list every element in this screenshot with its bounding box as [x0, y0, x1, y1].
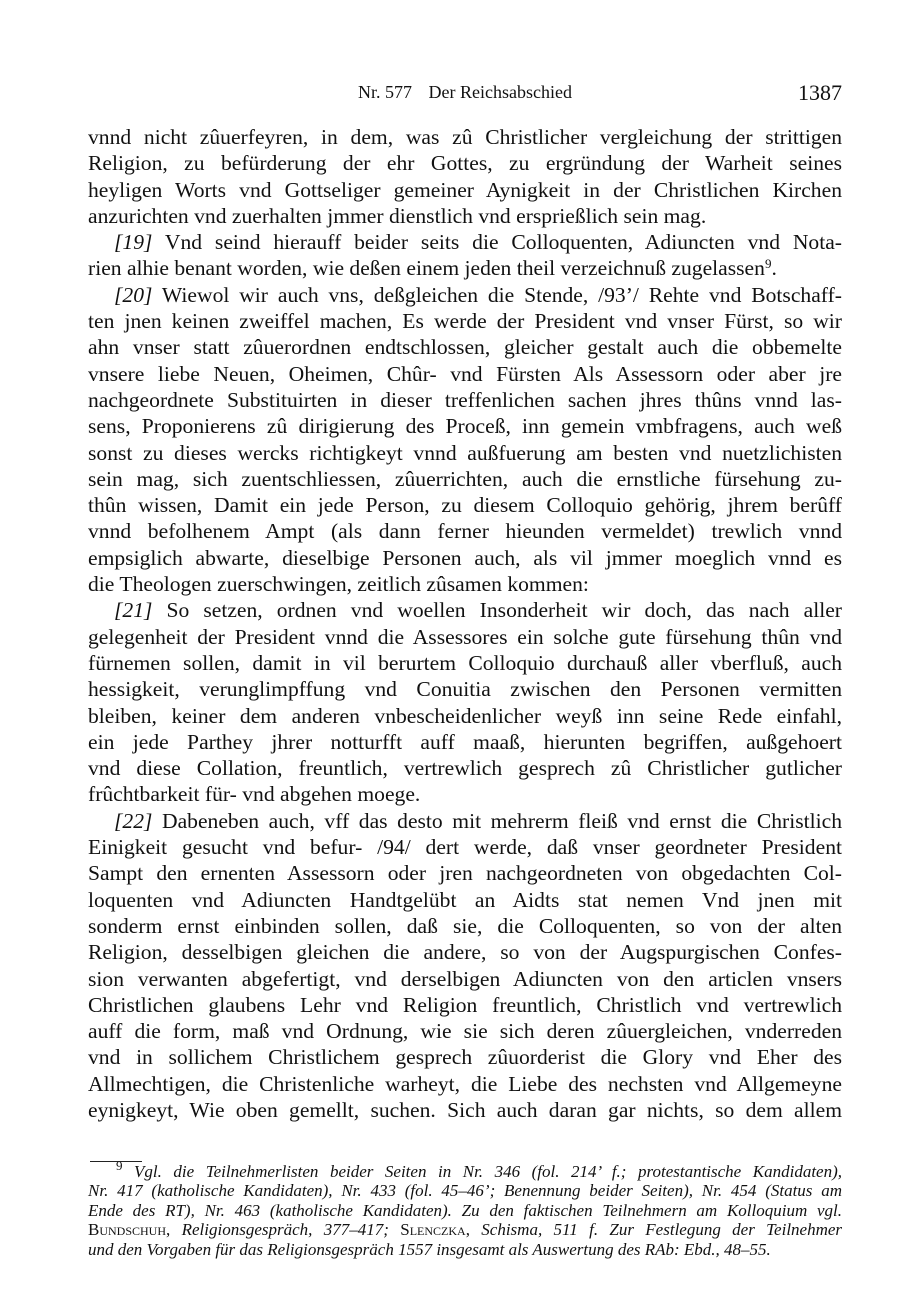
page-number: 1387 [798, 80, 842, 105]
line-text: Wiewol wir auch vns, deßgleichen die Stende, /93’/ Rehte vnd Botschaff- [161, 282, 842, 307]
text-line [88, 361, 842, 387]
paragraph-number: [19] [114, 230, 153, 255]
text-line [88, 729, 842, 755]
text-line [88, 808, 842, 834]
footnote-line [88, 1201, 842, 1220]
text-line [88, 1018, 842, 1044]
document-number: Nr. 577 [358, 82, 413, 102]
line-text: eynigkeyt, Wie oben gemellt, suchen. Sich auch daran gar nichts, so dem allem [88, 1097, 842, 1122]
footnotes [88, 1158, 843, 1259]
line-text: Sampt den ernenten Assessorn oder jren nachgeordneten von obgedachten Col- [88, 861, 842, 886]
text-line [88, 387, 842, 413]
text-line [88, 781, 842, 807]
line-text: vnnd befolhenem Ampt (als dann ferner hieunden vermeldet) trewlich vnnd [88, 519, 842, 544]
footnote-segment: Nr. 417 (katholische Kandidaten), Nr. 433 (fol. 45–46’; Benennung beider Seiten), Nr. 454 (Status am [88, 1181, 842, 1201]
line-text: ten jnen keinen zweiffel machen, Es werde der President vnd vnser Fürst, so wir [88, 309, 842, 334]
text-line [88, 518, 842, 544]
text-line [88, 966, 842, 992]
footnote-line [88, 1240, 842, 1259]
text-line [88, 440, 842, 466]
text-line [88, 308, 842, 334]
line-text: heyligen Worts vnd Gottseliger gemeiner Aynigkeit in der Christlichen Kirchen [88, 177, 842, 202]
text-line [88, 124, 842, 150]
running-header [88, 80, 842, 108]
line-text: sens, Proponierens zû dirigierung des Proceß, inn gemein vmbfragens, auch weß [88, 414, 842, 439]
line-text: thûn wissen, Damit ein jede Person, zu diesem Colloquio gehörig, jhrem berûff [88, 493, 842, 518]
line-text: vnd diese Collation, freuntlich, vertrewlich gesprech zû Christlicher gutlicher [88, 756, 842, 781]
footnote-number: 9 [116, 1158, 123, 1173]
line-text: Dabeneben auch, vff das desto mit mehrerm fleiß vnd ernst die Christlich [161, 808, 842, 833]
footnote-reference: 9 [764, 256, 772, 272]
line-text: empsiglich abwarte, dieselbige Personen auch, als vil jmmer moeglich vnnd es [88, 545, 842, 570]
line-text: Christlichen glaubens Lehr vnd Religion freuntlich, Christlich vnd vertrewlich [88, 992, 842, 1017]
text-line [88, 150, 842, 176]
text-line [88, 624, 842, 650]
line-text: vnnd nicht zûuerfeyren, in dem, was zû Christlicher vergleichung der strittigen [88, 125, 842, 149]
line-text: sonderm ernst einbinden sollen, daß sie, die Colloquenten, so von der alten [88, 913, 842, 938]
line-text: sonst zu dieses wercks richtigkeyt vnnd außfuerung am besten vnd nuetzlichisten [88, 440, 842, 465]
text-line [88, 571, 842, 597]
text-line [88, 992, 842, 1018]
text-line [88, 913, 842, 939]
line-text: anzurichten vnd zuerhalten jmmer dienstlich vnd ersprießlich sein mag. [88, 203, 707, 228]
body-text [88, 124, 842, 1123]
text-line [88, 203, 842, 229]
text-line [88, 492, 842, 518]
footnote-segment: , [166, 1220, 182, 1240]
line-text: auff die form, maß vnd Ordnung, wie sie sich deren zûuergleichen, vnderreden [88, 1019, 842, 1044]
line-text: loquenten vnd Adiuncten Handtgelübt an Aidts stat nemen Vnd jnen mit [88, 887, 842, 912]
text-line [88, 1097, 842, 1123]
line-text: sion verwanten abgefertigt, vnd derselbigen Adiuncten von den articlen vnsers [88, 966, 842, 991]
footnote-segment: Bundschuh [88, 1220, 167, 1240]
line-text: Allmechtigen, die Christenliche warheyt, die Liebe des nechsten vnd Allgemeyne [88, 1071, 842, 1096]
line-text: hessigkeit, verunglimpffung vnd Conuitia zwischen den Personen vermitten [88, 677, 842, 702]
text-line [88, 703, 842, 729]
footnote-segment: Vgl. die Teilnehmerlisten beider Seiten in Nr. 346 (fol. 214’ f.; protestantische Kandidaten), [134, 1162, 842, 1181]
footnote-line [88, 1220, 842, 1239]
footnote-segment: und den Vorgaben für das Religionsgespräch 1557 insgesamt als Auswertung des RAb: Ebd., 48–55. [88, 1239, 771, 1259]
paragraph-number: [21] [114, 598, 153, 623]
line-text: Religion, zu befürderung der ehr Gottes, zu ergründung der Warheit seines [88, 151, 842, 176]
text-line [88, 229, 842, 255]
line-text: So setzen, ordnen vnd woellen Insonderheit wir doch, das nach aller [166, 598, 842, 623]
line-text: Religion, desselbigen gleichen die andere, so von der Augspurgischen Confes- [88, 940, 842, 965]
section-title: Der Reichsabschied [428, 82, 572, 102]
line-tail: . [771, 256, 777, 281]
text-line [88, 1071, 842, 1097]
text-line [88, 177, 842, 203]
line-text: Vnd seind hierauff beider seits die Colloquenten, Adiuncten vnd Nota- [164, 230, 842, 255]
footnote-segment: Ende des RT), Nr. 463 (katholische Kandidaten). Zu den faktischen Teilnehmern am Kolloquium vgl. [88, 1200, 842, 1220]
text-line [88, 545, 842, 571]
line-text: rien alhie benant worden, wie deßen einem jeden theil verzeichnuß zugelassen [88, 256, 765, 281]
footnote-segment: , [465, 1220, 482, 1240]
line-text: nachgeordnete Substituirten in dieser treffenlichen sachen jhres thûns vnnd las- [88, 387, 842, 412]
text-line [88, 466, 842, 492]
footnote-segment: Slenczka [400, 1220, 466, 1240]
line-text: gelegenheit der President vnnd die Assessores ein solche gute fürsehung thûn vnd [88, 624, 842, 649]
line-text: sein mag, sich zuentschliessen, zûuerrichten, auch die ernstliche fürsehung zu- [88, 466, 842, 491]
line-text: vnd in sollichem Christlichem gesprech zûuorderist die Glory vnd Eher des [88, 1045, 842, 1070]
text-line [88, 597, 842, 623]
text-line [88, 255, 842, 281]
line-text: bleiben, keiner dem anderen vnbescheidenlicher weyß inn seine Rede einfahl, [88, 703, 842, 728]
footnote-line [88, 1158, 842, 1181]
line-text: frûchtbarkeit für- vnd abgehen moege. [88, 782, 421, 807]
line-text: ein jede Parthey jhrer notturfft auff maaß, hierunten begriffen, außgehoert [88, 729, 842, 754]
text-line [88, 887, 842, 913]
paragraph-number: [22] [114, 808, 153, 833]
text-line [88, 755, 842, 781]
text-line [88, 413, 842, 439]
line-text: fürnemen sollen, damit in vil berurtem Colloquio durchauß aller vberfluß, auch [88, 650, 842, 675]
paragraph-number: [20] [114, 282, 153, 307]
text-line [88, 650, 842, 676]
line-text: Einigkeit gesucht vnd befur- /94/ dert werde, daß vnser geordneter President [88, 835, 842, 860]
footnote-segment: Schisma, 511 f. Zur Festlegung der Teilnehmer [481, 1220, 843, 1240]
running-title [88, 82, 842, 103]
line-text: vnsere liebe Neuen, Oheimen, Chûr- vnd Fürsten Als Assessorn oder aber jre [88, 361, 842, 386]
footnote-line [88, 1181, 842, 1200]
line-text: ahn vnser statt zûuerordnen endtschlossen, gleicher gestalt auch die obbemelte [88, 335, 842, 360]
text-line [88, 676, 842, 702]
text-line [88, 834, 842, 860]
text-line [88, 1044, 842, 1070]
line-text: die Theologen zuerschwingen, zeitlich zûsamen kommen: [88, 572, 589, 597]
text-line [88, 860, 842, 886]
text-line [88, 282, 842, 308]
footnote-segment: Religionsgespräch, 377–417; [181, 1220, 401, 1240]
text-line [88, 939, 842, 965]
text-line [88, 334, 842, 360]
